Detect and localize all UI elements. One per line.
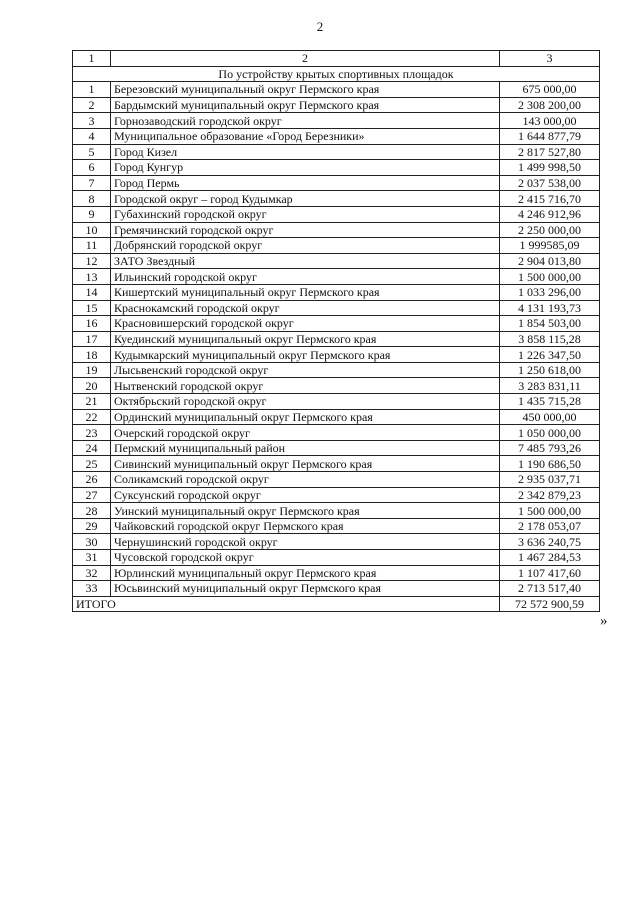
row-name: Город Пермь (111, 175, 500, 191)
row-number: 18 (73, 347, 111, 363)
row-number: 3 (73, 113, 111, 129)
row-name: Пермский муниципальный район (111, 440, 500, 456)
row-number: 5 (73, 144, 111, 160)
row-name: Чусовской городской округ (111, 550, 500, 566)
table-row (73, 394, 600, 410)
row-amount: 3 636 240,75 (500, 534, 600, 550)
row-number: 7 (73, 175, 111, 191)
row-name: Нытвенский городской округ (111, 378, 500, 394)
row-amount: 450 000,00 (500, 409, 600, 425)
table-row (73, 300, 600, 316)
table-row (73, 378, 600, 394)
total-row (73, 596, 600, 612)
row-name: Октябрьский городской округ (111, 394, 500, 410)
table-row (73, 206, 600, 222)
row-amount: 1 226 347,50 (500, 347, 600, 363)
total-amount: 72 572 900,59 (500, 596, 600, 612)
row-name: Ильинский городской округ (111, 269, 500, 285)
row-number: 17 (73, 331, 111, 347)
row-name: Муниципальное образование «Город Березники» (111, 128, 500, 144)
row-number: 26 (73, 472, 111, 488)
row-number: 31 (73, 550, 111, 566)
row-number: 6 (73, 160, 111, 176)
table-row (73, 113, 600, 129)
row-number: 1 (73, 82, 111, 98)
row-name: Куединский муниципальный округ Пермского края (111, 331, 500, 347)
table-row (73, 565, 600, 581)
row-name: Добрянский городской округ (111, 238, 500, 254)
table-row (73, 409, 600, 425)
table-header-row (73, 51, 600, 67)
section-title: По устройству крытых спортивных площадок (73, 66, 600, 82)
row-name: Чайковский городской округ Пермского края (111, 518, 500, 534)
row-name: Юрлинский муниципальный округ Пермского края (111, 565, 500, 581)
row-name: Суксунский городской округ (111, 487, 500, 503)
table-row (73, 550, 600, 566)
row-number: 15 (73, 300, 111, 316)
row-amount: 7 485 793,26 (500, 440, 600, 456)
row-name: Юсьвинский муниципальный округ Пермского края (111, 581, 500, 597)
row-number: 33 (73, 581, 111, 597)
table-row (73, 456, 600, 472)
column-header-1: 1 (73, 51, 111, 67)
row-amount: 1 107 417,60 (500, 565, 600, 581)
table-row (73, 362, 600, 378)
row-number: 13 (73, 269, 111, 285)
row-number: 12 (73, 253, 111, 269)
row-number: 30 (73, 534, 111, 550)
row-number: 14 (73, 284, 111, 300)
row-number: 8 (73, 191, 111, 207)
closing-quote: » (600, 613, 608, 629)
row-number: 2 (73, 97, 111, 113)
total-label: ИТОГО (73, 596, 500, 612)
row-amount: 143 000,00 (500, 113, 600, 129)
row-name: Горнозаводский городской округ (111, 113, 500, 129)
row-number: 9 (73, 206, 111, 222)
row-number: 32 (73, 565, 111, 581)
row-amount: 2 308 200,00 (500, 97, 600, 113)
row-name: Очерский городской округ (111, 425, 500, 441)
row-amount: 2 037 538,00 (500, 175, 600, 191)
row-name: Сивинский муниципальный округ Пермского края (111, 456, 500, 472)
row-amount: 2 935 037,71 (500, 472, 600, 488)
column-header-3: 3 (500, 51, 600, 67)
row-amount: 2 904 013,80 (500, 253, 600, 269)
row-number: 27 (73, 487, 111, 503)
row-amount: 2 415 716,70 (500, 191, 600, 207)
table-row (73, 284, 600, 300)
table-row (73, 191, 600, 207)
table-row (73, 97, 600, 113)
table-row (73, 487, 600, 503)
row-amount: 4 131 193,73 (500, 300, 600, 316)
row-amount: 1 033 296,00 (500, 284, 600, 300)
table-row (73, 472, 600, 488)
table-row (73, 503, 600, 519)
row-amount: 1 854 503,00 (500, 316, 600, 332)
row-number: 25 (73, 456, 111, 472)
row-name: Красновишерский городской округ (111, 316, 500, 332)
table-row (73, 581, 600, 597)
row-amount: 2 713 517,40 (500, 581, 600, 597)
row-amount: 1 190 686,50 (500, 456, 600, 472)
row-number: 11 (73, 238, 111, 254)
row-amount: 1 050 000,00 (500, 425, 600, 441)
row-name: Березовский муниципальный округ Пермского края (111, 82, 500, 98)
row-amount: 1 999585,09 (500, 238, 600, 254)
row-name: Уинский муниципальный округ Пермского края (111, 503, 500, 519)
row-amount: 1 644 877,79 (500, 128, 600, 144)
row-amount: 1 435 715,28 (500, 394, 600, 410)
row-name: Ординский муниципальный округ Пермского края (111, 409, 500, 425)
row-name: Город Кунгур (111, 160, 500, 176)
row-name: Губахинский городской округ (111, 206, 500, 222)
row-number: 10 (73, 222, 111, 238)
row-number: 4 (73, 128, 111, 144)
table-row (73, 160, 600, 176)
table-row (73, 175, 600, 191)
table-row (73, 269, 600, 285)
table-row (73, 144, 600, 160)
row-amount: 4 246 912,96 (500, 206, 600, 222)
table-row (73, 82, 600, 98)
table-row (73, 128, 600, 144)
row-name: Чернушинский городской округ (111, 534, 500, 550)
row-amount: 1 500 000,00 (500, 503, 600, 519)
table-row (73, 331, 600, 347)
row-amount: 1 250 618,00 (500, 362, 600, 378)
row-number: 21 (73, 394, 111, 410)
row-name: Кишертский муниципальный округ Пермского края (111, 284, 500, 300)
section-title-row (73, 66, 600, 82)
row-amount: 1 467 284,53 (500, 550, 600, 566)
row-number: 29 (73, 518, 111, 534)
row-number: 28 (73, 503, 111, 519)
row-amount: 3 283 831,11 (500, 378, 600, 394)
row-name: Бардымский муниципальный округ Пермского края (111, 97, 500, 113)
row-number: 23 (73, 425, 111, 441)
page-number: 2 (316, 19, 324, 34)
row-amount: 1 500 000,00 (500, 269, 600, 285)
row-amount: 1 499 998,50 (500, 160, 600, 176)
table-row (73, 222, 600, 238)
row-amount: 675 000,00 (500, 82, 600, 98)
row-name: Краснокамский городской округ (111, 300, 500, 316)
row-number: 19 (73, 362, 111, 378)
table-row (73, 518, 600, 534)
row-name: Соликамский городской округ (111, 472, 500, 488)
row-name: ЗАТО Звездный (111, 253, 500, 269)
table-row (73, 425, 600, 441)
table-row (73, 253, 600, 269)
table-row (73, 347, 600, 363)
table-row (73, 534, 600, 550)
row-name: Кудымкарский муниципальный округ Пермского края (111, 347, 500, 363)
row-name: Лысьвенский городской округ (111, 362, 500, 378)
row-amount: 3 858 115,28 (500, 331, 600, 347)
row-name: Город Кизел (111, 144, 500, 160)
row-number: 24 (73, 440, 111, 456)
row-name: Гремячинский городской округ (111, 222, 500, 238)
row-amount: 2 817 527,80 (500, 144, 600, 160)
row-number: 20 (73, 378, 111, 394)
table-row (73, 238, 600, 254)
row-amount: 2 250 000,00 (500, 222, 600, 238)
row-name: Городской округ – город Кудымкар (111, 191, 500, 207)
row-amount: 2 178 053,07 (500, 518, 600, 534)
row-number: 16 (73, 316, 111, 332)
row-amount: 2 342 879,23 (500, 487, 600, 503)
allocation-table (72, 50, 600, 612)
table-row (73, 316, 600, 332)
row-number: 22 (73, 409, 111, 425)
column-header-2: 2 (111, 51, 500, 67)
table-row (73, 440, 600, 456)
